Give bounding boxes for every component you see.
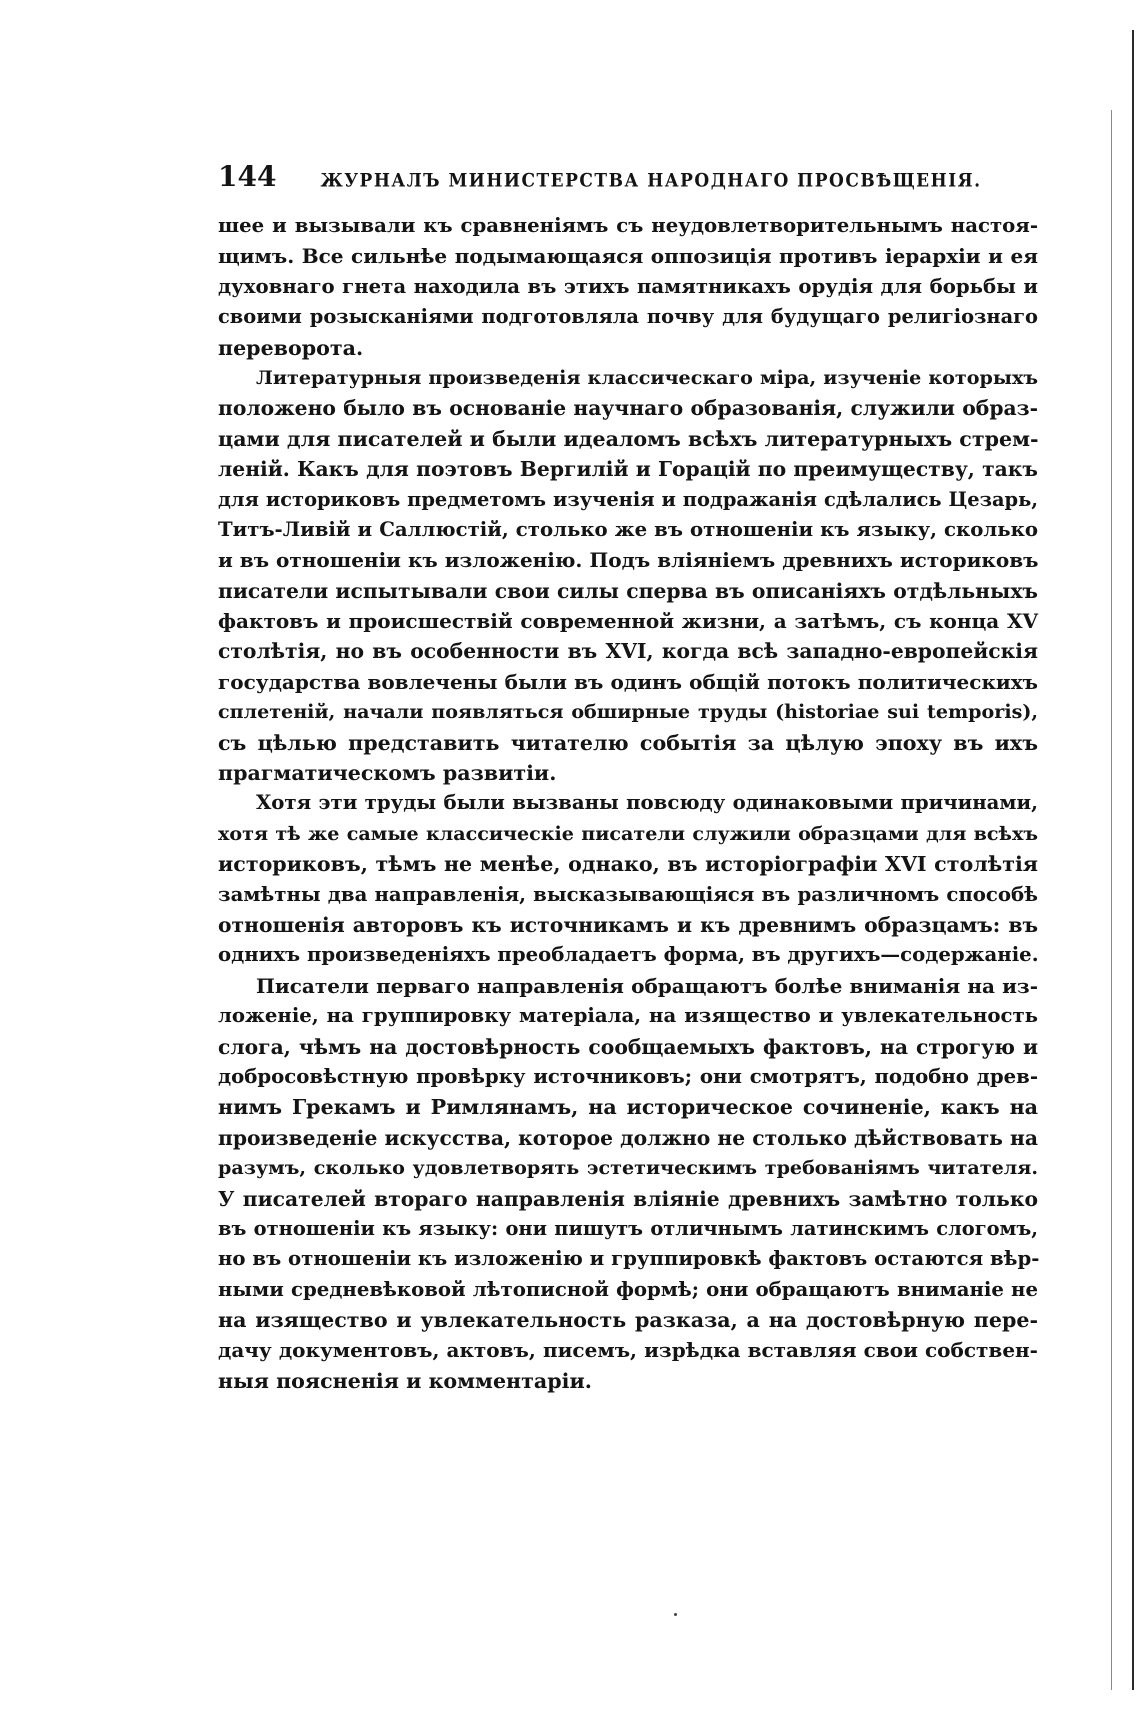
text-line: фактовъ и происшествій современной жизни, а затѣмъ, съ конца XV xyxy=(218,609,1038,634)
text-line: столѣтія, но въ особенности въ XVI, когда всѣ западно-европейскія xyxy=(218,639,1038,664)
text-line: писатели испытывали свои силы сперва въ описаніяхъ отдѣльныхъ xyxy=(218,578,1038,603)
text-line: государства вовлечены были въ одинъ общій потокъ политическихъ xyxy=(218,669,1038,694)
scan-edge-shadow xyxy=(1111,110,1112,1690)
text-line: сплетеній, начали появляться обширные труды (historiae sui temporis), xyxy=(218,700,1038,724)
text-line: шее и вызывали къ сравненіямъ съ неудовлетворительнымъ настоя- xyxy=(218,214,1038,237)
text-line: слога, чѣмъ на достовѣрность сообщаемыхъ фактовъ, на строгую и xyxy=(218,1034,1038,1059)
text-line: добросовѣстную провѣрку источниковъ; они смотрятъ, подобно древ- xyxy=(218,1064,1038,1088)
text-line: однихъ произведеніяхъ преобладаетъ форма, въ другихъ—содержаніе. xyxy=(218,943,1039,967)
text-line: историковъ, тѣмъ не менѣе, однако, въ исторіографіи XVI столѣтія xyxy=(218,852,1038,877)
page-header xyxy=(218,160,1038,193)
text-line: но въ отношеніи къ изложенію и группировкѣ фактовъ остаются вѣр- xyxy=(218,1247,1040,1271)
text-line: переворота. xyxy=(218,335,364,360)
document-page xyxy=(218,160,1038,1396)
text-line: въ отношеніи къ языку: они пишутъ отличнымъ латинскимъ слогомъ, xyxy=(218,1216,1038,1240)
text-line: для историковъ предметомъ изученія и подражанія сдѣлались Цезарь, xyxy=(218,487,1038,511)
text-line: Титъ-Ливій и Саллюстій, столько же въ отношеніи къ языку, сколько xyxy=(218,517,1038,541)
text-line: прагматическомъ развитіи. xyxy=(218,761,557,786)
text-line: хотя тѣ же самые классическіе писатели служили образцами для всѣхъ xyxy=(218,821,1038,845)
running-title: ЖУРНАЛЪ МИНИСТЕРСТВА НАРОДНАГО ПРОСВѢЩЕНІЯ. xyxy=(320,170,982,192)
text-line: своими розысканіями подготовляла почву для будущаго религіознаго xyxy=(218,305,1038,329)
text-line: ными средневѣковой лѣтописной формѣ; они обращаютъ вниманіе не xyxy=(218,1277,1038,1301)
text-line: духовнаго гнета находила въ этихъ памятникахъ орудія для борьбы и xyxy=(218,274,1038,298)
text-line: положено было въ основаніе научнаго образованія, служили образ- xyxy=(218,396,1038,421)
text-line: съ цѣлью представить читателю событія за цѣлую эпоху въ ихъ xyxy=(218,730,1038,755)
text-line: произведеніе искусства, которое должно не столько дѣйствовать на xyxy=(218,1125,1038,1150)
page-number: 144 xyxy=(218,160,277,193)
paragraph-start-line: Писатели перваго направленія обращаютъ болѣе вниманія на из- xyxy=(256,973,1038,998)
text-line: ложеніе, на группировку матеріала, на изящество и увлекательность xyxy=(218,1004,1038,1028)
paragraph-start-line: Хотя эти труды были вызваны повсюду одинаковыми причинами, xyxy=(256,791,1038,815)
paragraph-start-line: Литературныя произведенія классическаго міра, изученіе которыхъ xyxy=(256,365,1038,389)
text-line: щимъ. Все сильнѣе подымающаяся оппозиція противъ іерархіи и ея xyxy=(218,244,1038,269)
text-line: замѣтны два направленія, высказывающіяся въ различномъ способѣ xyxy=(218,882,1038,906)
text-line: разумъ, сколько удовлетворять эстетическимъ требованіямъ читателя. xyxy=(218,1156,1038,1180)
text-line: и въ отношеніи къ изложенію. Подъ вліяніемъ древнихъ историковъ xyxy=(218,548,1039,573)
body-text xyxy=(218,211,1038,1396)
text-line: леній. Какъ для поэтовъ Вергилій и Горацій по преимуществу, такъ xyxy=(218,457,1038,482)
scan-edge-line xyxy=(1132,30,1134,1690)
text-line: нимъ Грекамъ и Римлянамъ, на историческое сочиненіе, какъ на xyxy=(218,1095,1038,1120)
text-line: отношенія авторовъ къ источникамъ и къ древнимъ образцамъ: въ xyxy=(218,912,1038,937)
text-line: дачу документовъ, актовъ, писемъ, изрѣдка вставляя свои собствен- xyxy=(218,1338,1038,1363)
text-line: ныя поясненія и комментаріи. xyxy=(218,1368,592,1393)
text-line: У писателей втораго направленія вліяніе древнихъ замѣтно только xyxy=(218,1186,1038,1211)
text-line: цами для писателей и были идеаломъ всѣхъ литературныхъ стрем- xyxy=(218,426,1039,451)
text-line: на изящество и увлекательность разказа, а на достовѣрную пере- xyxy=(218,1308,1038,1333)
scan-speck xyxy=(674,1613,677,1616)
